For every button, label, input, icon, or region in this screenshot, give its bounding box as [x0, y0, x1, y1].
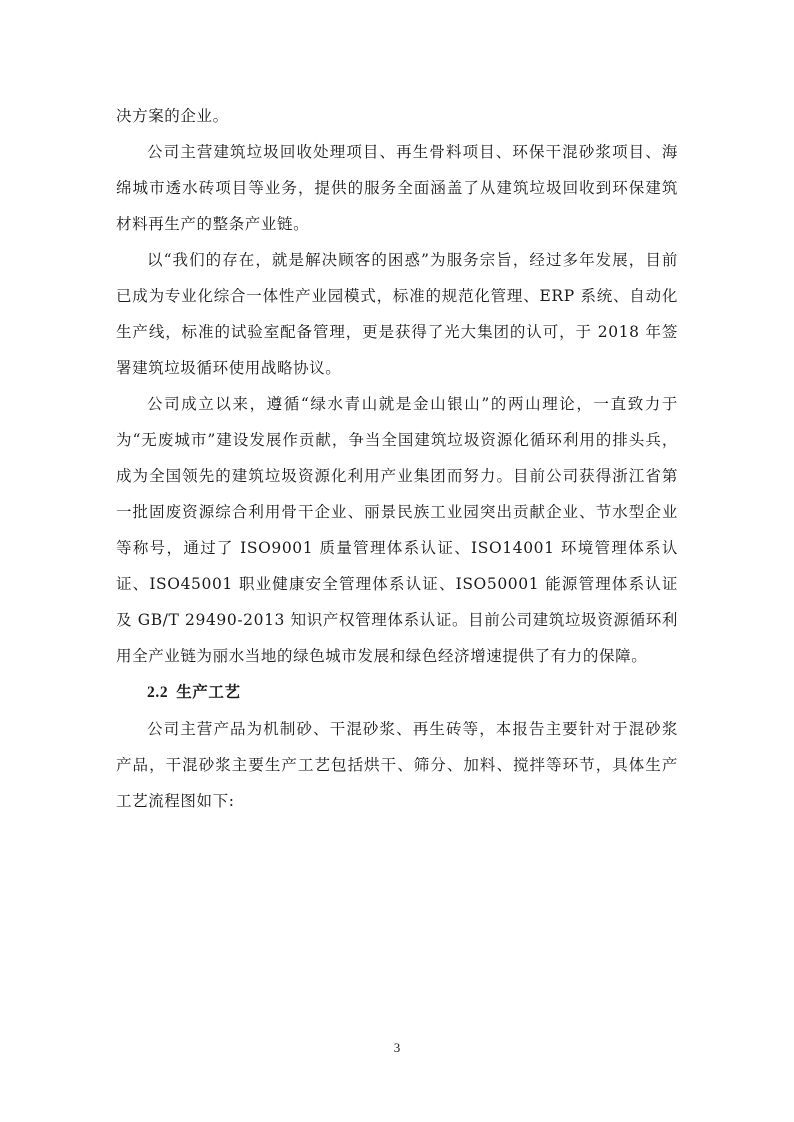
page-number: 3 — [393, 1040, 401, 1055]
paragraph-continuation: 决方案的企业。 — [116, 107, 229, 125]
page-content — [116, 98, 678, 819]
section-number: 2.2 — [147, 684, 169, 701]
paragraph-service-philosophy: 以“我们的存在，就是解决顾客的困惑”为服务宗旨，经过多年发展，目前已成为专业化综合一体性产业园模式，标准的规范化管理、ERP 系统、自动化生产线，标准的试验室配备管理，更是获得了光大集团的认可，于 2018 年签署建筑垃圾循环使用战略协议。 — [116, 251, 678, 377]
paragraph-production-process: 公司主营产品为机制砂、干混砂浆、再生砖等，本报告主要针对于混砂浆产品，干混砂浆主要生产工艺包括烘干、筛分、加料、搅拌等环节，具体生产工艺流程图如下: — [116, 720, 678, 810]
section-title: 生产工艺 — [176, 682, 241, 701]
section-heading — [116, 674, 678, 711]
paragraph-achievements: 公司成立以来，遵循“绿水青山就是金山银山”的两山理论，一直致力于为“无废城市”建设发展作贡献，争当全国建筑垃圾资源化循环利用的排头兵，成为全国领先的建筑垃圾资源化利用产业集团而努力。目前公司获得浙江省第一批固废资源综合利用骨干企业、丽景民族工业园突出贡献企业、节水型企业等称号，通过了 ISO9001 质量管理体系认证、ISO14001 环境管理体系认证、ISO45001 职业健康安全管理体系认证、ISO50001 能源管理体系认证及 GB/T 29490-2013 知识产权管理体系认证。目前公司建筑垃圾资源循环利用全产业链为丽水当地的绿色城市发展和绿色经济增速提供了有力的保障。 — [116, 395, 678, 665]
paragraph-business-scope: 公司主营建筑垃圾回收处理项目、再生骨料项目、环保干混砂浆项目、海绵城市透水砖项目等业务，提供的服务全面涵盖了从建筑垃圾回收到环保建筑材料再生产的整条产业链。 — [116, 143, 678, 233]
